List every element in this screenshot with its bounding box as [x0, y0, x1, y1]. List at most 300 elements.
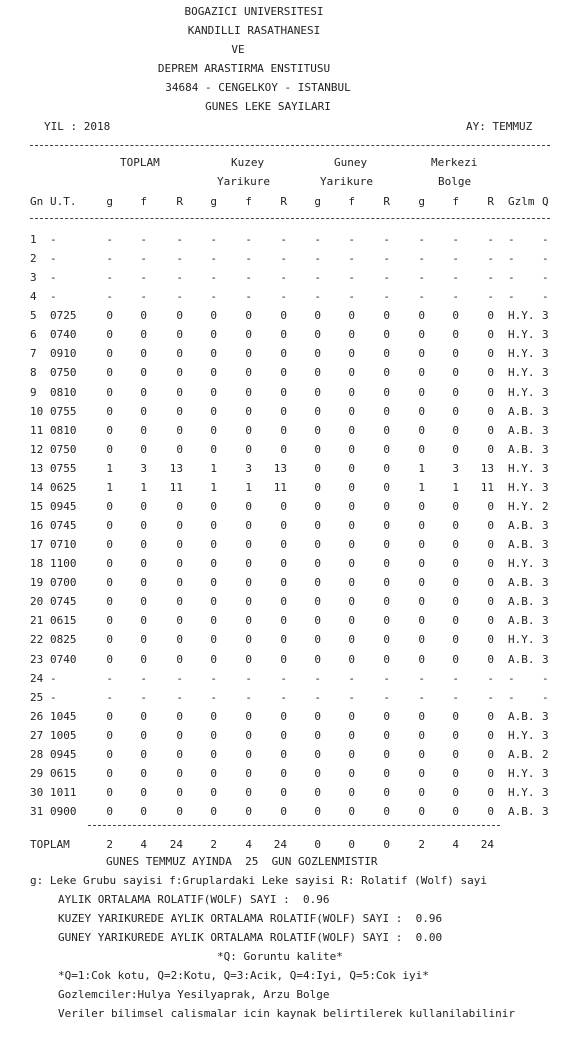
- table-cell: -: [487, 672, 494, 685]
- table-cell: 0: [452, 405, 459, 418]
- table-cell: A.B.: [508, 443, 535, 456]
- table-cell: A.B.: [508, 748, 535, 761]
- table-cell: -: [314, 290, 321, 303]
- table-cell: 1: [245, 481, 252, 494]
- table-cell: A.B.: [508, 710, 535, 723]
- table-cell: 0: [348, 500, 355, 513]
- table-cell: 0: [245, 347, 252, 360]
- table-cell: 4: [30, 290, 37, 303]
- table-cell: H.Y.: [508, 500, 535, 513]
- table-cell: 0: [280, 366, 287, 379]
- table-cell: 0: [245, 500, 252, 513]
- table-cell: 2: [542, 748, 549, 761]
- table-cell: 0: [176, 805, 183, 818]
- table-cell: 0: [280, 633, 287, 646]
- table-cell: H.Y.: [508, 633, 535, 646]
- table-cell: 0: [140, 557, 147, 570]
- table-cell: 0: [140, 538, 147, 551]
- table-cell: -: [245, 252, 252, 265]
- table-cell: 0: [210, 653, 217, 666]
- table-cell: 0: [140, 443, 147, 456]
- table-cell: -: [280, 691, 287, 704]
- table-cell: 0: [314, 805, 321, 818]
- table-cell: 3: [140, 462, 147, 475]
- table-cell: 0: [176, 595, 183, 608]
- totals-cell: 0: [314, 838, 321, 851]
- table-cell: 0: [280, 328, 287, 341]
- table-cell: -: [245, 672, 252, 685]
- table-cell: 0: [245, 557, 252, 570]
- table-cell: 0: [348, 366, 355, 379]
- table-cell: 0: [314, 576, 321, 589]
- table-cell: 11: [169, 481, 183, 494]
- table-cell: 0: [140, 767, 147, 780]
- table-cell: 11: [480, 481, 494, 494]
- table-cell: 0: [383, 633, 390, 646]
- table-cell: 0: [383, 309, 390, 322]
- table-cell: 0: [314, 386, 321, 399]
- table-cell: 0: [245, 405, 252, 418]
- table-cell: 0: [348, 805, 355, 818]
- table-cell: -: [140, 252, 147, 265]
- table-cell: 3: [542, 309, 549, 322]
- table-cell: 13: [169, 462, 183, 475]
- table-cell: 1: [210, 462, 217, 475]
- table-cell: 0: [487, 614, 494, 627]
- table-cell: 0: [314, 557, 321, 570]
- table-cell: 0: [140, 424, 147, 437]
- table-cell: 3: [245, 462, 252, 475]
- table-cell: -: [452, 252, 459, 265]
- table-cell: 3: [452, 462, 459, 475]
- table-cell: 0: [245, 595, 252, 608]
- table-cell: 0: [140, 786, 147, 799]
- table-cell: 25: [30, 691, 44, 704]
- table-cell: 0810: [50, 386, 77, 399]
- table-cell: 0: [314, 595, 321, 608]
- table-cell: 0: [452, 633, 459, 646]
- table-cell: -: [50, 233, 57, 246]
- table-cell: 3: [542, 519, 549, 532]
- table-cell: 0: [210, 614, 217, 627]
- table-cell: -: [106, 290, 113, 303]
- table-cell: A.B.: [508, 424, 535, 437]
- table-cell: 0: [418, 710, 425, 723]
- table-cell: 0: [280, 653, 287, 666]
- table-cell: 0: [383, 366, 390, 379]
- table-cell: -: [210, 252, 217, 265]
- table-cell: 0: [348, 424, 355, 437]
- table-cell: 0: [245, 767, 252, 780]
- table-cell: 0: [348, 710, 355, 723]
- table-cell: 0: [418, 424, 425, 437]
- table-cell: 0: [176, 519, 183, 532]
- table-cell: -: [50, 672, 57, 685]
- totals-cell: 24: [480, 838, 494, 851]
- table-cell: 14: [30, 481, 44, 494]
- table-cell: 0: [487, 366, 494, 379]
- table-cell: 0: [210, 538, 217, 551]
- table-cell: 0: [280, 595, 287, 608]
- table-cell: -: [140, 672, 147, 685]
- table-cell: 3: [542, 786, 549, 799]
- table-cell: 0: [245, 614, 252, 627]
- table-cell: 0: [106, 576, 113, 589]
- table-cell: 0: [452, 366, 459, 379]
- table-cell: H.Y.: [508, 462, 535, 475]
- table-cell: 0: [106, 519, 113, 532]
- table-cell: 0: [176, 767, 183, 780]
- table-cell: -: [314, 691, 321, 704]
- table-cell: 1: [140, 481, 147, 494]
- table-cell: 0: [487, 309, 494, 322]
- column-header: g: [314, 195, 321, 208]
- table-cell: 0: [280, 309, 287, 322]
- usage-note: Veriler bilimsel calismalar icin kaynak belirtilerek kullanilabilinir: [58, 1007, 515, 1020]
- table-cell: 0: [452, 710, 459, 723]
- table-cell: 0: [383, 519, 390, 532]
- table-cell: -: [508, 290, 515, 303]
- table-cell: 0: [106, 710, 113, 723]
- table-cell: 0: [176, 576, 183, 589]
- table-cell: H.Y.: [508, 328, 535, 341]
- totals-cell: 24: [169, 838, 183, 851]
- table-cell: 0: [383, 538, 390, 551]
- table-cell: 0: [452, 519, 459, 532]
- table-cell: 0: [314, 729, 321, 742]
- table-cell: 0: [348, 443, 355, 456]
- table-cell: 17: [30, 538, 44, 551]
- table-cell: 0: [487, 653, 494, 666]
- table-cell: 0: [487, 347, 494, 360]
- table-cell: 0: [140, 386, 147, 399]
- table-cell: 0740: [50, 653, 77, 666]
- quality-title: *Q: Goruntu kalite*: [217, 950, 343, 963]
- table-cell: 0: [348, 767, 355, 780]
- table-cell: -: [487, 290, 494, 303]
- table-cell: 9: [30, 386, 37, 399]
- table-cell: 0: [280, 347, 287, 360]
- table-cell: 0: [383, 767, 390, 780]
- table-cell: -: [176, 672, 183, 685]
- table-cell: 0625: [50, 481, 77, 494]
- table-cell: 0: [280, 576, 287, 589]
- table-cell: -: [106, 233, 113, 246]
- table-cell: A.B.: [508, 405, 535, 418]
- table-cell: 0: [418, 729, 425, 742]
- table-cell: -: [487, 233, 494, 246]
- table-cell: 0: [245, 366, 252, 379]
- table-cell: -: [176, 290, 183, 303]
- table-cell: 0: [140, 710, 147, 723]
- table-cell: -: [210, 290, 217, 303]
- table-cell: -: [348, 290, 355, 303]
- table-cell: 0: [176, 614, 183, 627]
- table-cell: 0945: [50, 500, 77, 513]
- table-cell: 1: [30, 233, 37, 246]
- year-label: YIL : 2018: [44, 120, 111, 133]
- table-cell: 0: [452, 767, 459, 780]
- table-cell: 0: [314, 462, 321, 475]
- table-cell: -: [542, 271, 549, 284]
- column-header: Q: [542, 195, 549, 208]
- column-header: f: [348, 195, 355, 208]
- table-cell: H.Y.: [508, 481, 535, 494]
- table-cell: 0: [418, 538, 425, 551]
- table-cell: 13: [480, 462, 494, 475]
- table-cell: 0: [487, 386, 494, 399]
- table-cell: 0: [106, 500, 113, 513]
- column-header: Gn: [30, 195, 44, 208]
- table-cell: 0: [140, 653, 147, 666]
- group-total: TOPLAM: [120, 156, 160, 169]
- totals-cell: 4: [452, 838, 459, 851]
- table-cell: 0: [106, 729, 113, 742]
- table-cell: 0725: [50, 309, 77, 322]
- table-cell: 1: [106, 462, 113, 475]
- table-cell: 0: [383, 424, 390, 437]
- column-header: R: [280, 195, 287, 208]
- table-cell: 0: [452, 309, 459, 322]
- group-north-2: Yarikure: [217, 175, 270, 188]
- table-cell: 3: [542, 595, 549, 608]
- totals-cell: 2: [418, 838, 425, 851]
- table-cell: 0: [140, 595, 147, 608]
- table-cell: 0: [383, 405, 390, 418]
- table-cell: -: [348, 672, 355, 685]
- table-cell: 0: [418, 786, 425, 799]
- table-cell: 7: [30, 347, 37, 360]
- table-cell: 0: [280, 710, 287, 723]
- table-cell: 0: [245, 328, 252, 341]
- table-cell: -: [245, 271, 252, 284]
- south-average: GUNEY YARIKUREDE AYLIK ORTALAMA ROLATIF(WOLF) SAYI : 0.00: [58, 931, 443, 944]
- table-cell: 0900: [50, 805, 77, 818]
- table-cell: 0: [314, 786, 321, 799]
- table-cell: 0945: [50, 748, 77, 761]
- table-cell: 0: [176, 538, 183, 551]
- table-cell: 0: [487, 786, 494, 799]
- table-cell: 3: [542, 424, 549, 437]
- table-cell: -: [140, 233, 147, 246]
- table-cell: -: [452, 233, 459, 246]
- table-cell: 0910: [50, 347, 77, 360]
- table-cell: 0: [452, 443, 459, 456]
- table-cell: 0: [140, 328, 147, 341]
- table-cell: 0: [106, 443, 113, 456]
- table-cell: 0: [348, 462, 355, 475]
- table-cell: 0: [245, 805, 252, 818]
- table-cell: 0: [176, 424, 183, 437]
- table-cell: -: [383, 290, 390, 303]
- table-cell: 0745: [50, 595, 77, 608]
- table-cell: 0: [176, 328, 183, 341]
- table-cell: 6: [30, 328, 37, 341]
- table-cell: 0: [418, 633, 425, 646]
- table-cell: H.Y.: [508, 309, 535, 322]
- institution-name: BOGAZICI UNIVERSITESI: [184, 5, 324, 18]
- table-cell: -: [140, 290, 147, 303]
- table-cell: -: [542, 290, 549, 303]
- table-cell: -: [280, 252, 287, 265]
- table-cell: 0: [210, 729, 217, 742]
- table-cell: -: [452, 271, 459, 284]
- table-cell: 0: [176, 748, 183, 761]
- table-cell: 0: [314, 633, 321, 646]
- table-cell: 0: [418, 405, 425, 418]
- table-cell: 0: [176, 405, 183, 418]
- table-cell: 0: [487, 519, 494, 532]
- table-cell: -: [106, 672, 113, 685]
- table-cell: -: [508, 252, 515, 265]
- table-cell: 3: [542, 366, 549, 379]
- column-header: Gzlm: [508, 195, 535, 208]
- table-cell: -: [542, 691, 549, 704]
- table-cell: -: [176, 271, 183, 284]
- table-cell: 0: [210, 347, 217, 360]
- observatory-name: KANDILLI RASATHANESI: [187, 24, 321, 37]
- table-cell: 0: [348, 595, 355, 608]
- table-cell: 0: [210, 748, 217, 761]
- table-cell: 0: [176, 500, 183, 513]
- table-cell: 0: [348, 633, 355, 646]
- table-cell: 0: [210, 309, 217, 322]
- table-cell: 0: [383, 653, 390, 666]
- table-cell: 0: [487, 500, 494, 513]
- group-center-1: Merkezi: [431, 156, 478, 169]
- table-cell: -: [508, 271, 515, 284]
- table-cell: 0: [314, 405, 321, 418]
- table-cell: -: [418, 672, 425, 685]
- table-cell: 0: [418, 386, 425, 399]
- table-cell: 0: [314, 328, 321, 341]
- table-cell: 0: [418, 576, 425, 589]
- table-cell: 0: [452, 538, 459, 551]
- table-cell: 0825: [50, 633, 77, 646]
- table-cell: 3: [542, 481, 549, 494]
- table-cell: 0: [140, 366, 147, 379]
- table-cell: 0: [280, 538, 287, 551]
- table-cell: 0: [280, 786, 287, 799]
- table-cell: 0: [487, 767, 494, 780]
- column-header: U.T.: [50, 195, 77, 208]
- table-cell: 0: [210, 424, 217, 437]
- table-cell: H.Y.: [508, 347, 535, 360]
- table-cell: H.Y.: [508, 366, 535, 379]
- table-cell: -: [280, 290, 287, 303]
- table-cell: 0: [106, 309, 113, 322]
- table-cell: 0: [314, 710, 321, 723]
- column-header: f: [245, 195, 252, 208]
- table-cell: 0: [452, 557, 459, 570]
- table-cell: 0: [348, 309, 355, 322]
- table-cell: -: [176, 233, 183, 246]
- table-cell: 0: [487, 595, 494, 608]
- table-cell: 0: [314, 500, 321, 513]
- table-cell: 0: [418, 595, 425, 608]
- table-cell: 0: [348, 538, 355, 551]
- table-cell: 0: [140, 500, 147, 513]
- table-cell: 0: [210, 576, 217, 589]
- table-cell: 0: [176, 710, 183, 723]
- table-cell: -: [314, 233, 321, 246]
- table-cell: 0810: [50, 424, 77, 437]
- table-cell: 0: [245, 633, 252, 646]
- table-cell: 0: [314, 767, 321, 780]
- table-cell: 0: [348, 786, 355, 799]
- table-cell: -: [50, 290, 57, 303]
- table-cell: 0: [314, 519, 321, 532]
- table-cell: 1: [106, 481, 113, 494]
- table-cell: 0: [487, 328, 494, 341]
- table-cell: 0: [106, 405, 113, 418]
- table-cell: 3: [542, 633, 549, 646]
- table-cell: 0: [383, 805, 390, 818]
- table-cell: 0: [176, 653, 183, 666]
- table-cell: 0: [176, 386, 183, 399]
- table-cell: -: [383, 252, 390, 265]
- table-cell: 3: [542, 538, 549, 551]
- table-cell: 0: [452, 748, 459, 761]
- column-header: R: [176, 195, 183, 208]
- table-cell: 8: [30, 366, 37, 379]
- table-cell: 0745: [50, 519, 77, 532]
- totals-label: TOPLAM: [30, 838, 70, 851]
- table-cell: 0: [487, 443, 494, 456]
- table-cell: -: [383, 691, 390, 704]
- table-cell: 0: [176, 557, 183, 570]
- table-cell: 0: [245, 309, 252, 322]
- table-cell: 1: [418, 481, 425, 494]
- observed-days: GUNES TEMMUZ AYINDA 25 GUN GOZLENMISTIR: [106, 855, 378, 868]
- table-cell: 1100: [50, 557, 77, 570]
- table-cell: 0: [176, 633, 183, 646]
- table-cell: 2: [30, 252, 37, 265]
- table-cell: 0750: [50, 366, 77, 379]
- table-cell: 0700: [50, 576, 77, 589]
- table-cell: 0740: [50, 328, 77, 341]
- table-cell: -: [210, 233, 217, 246]
- table-cell: 0: [314, 309, 321, 322]
- address: 34684 - CENGELKOY - ISTANBUL: [165, 81, 351, 94]
- table-cell: -: [348, 252, 355, 265]
- table-cell: 0: [245, 538, 252, 551]
- table-cell: 0: [106, 805, 113, 818]
- table-cell: 2: [542, 500, 549, 513]
- totals-cell: 24: [273, 838, 287, 851]
- table-cell: 0755: [50, 405, 77, 418]
- table-cell: 0: [418, 347, 425, 360]
- table-cell: 0: [210, 328, 217, 341]
- table-cell: 0: [418, 519, 425, 532]
- table-cell: -: [542, 672, 549, 685]
- table-cell: -: [542, 233, 549, 246]
- table-cell: -: [418, 271, 425, 284]
- table-cell: H.Y.: [508, 729, 535, 742]
- table-cell: 0: [383, 347, 390, 360]
- table-cell: -: [452, 672, 459, 685]
- table-cell: -: [452, 691, 459, 704]
- table-cell: 3: [542, 405, 549, 418]
- table-cell: 0: [418, 805, 425, 818]
- table-cell: 0: [140, 309, 147, 322]
- table-cell: 0615: [50, 767, 77, 780]
- table-cell: 0: [452, 386, 459, 399]
- table-cell: 0: [487, 805, 494, 818]
- table-cell: 0: [383, 576, 390, 589]
- table-cell: 0: [383, 710, 390, 723]
- table-cell: 0: [245, 729, 252, 742]
